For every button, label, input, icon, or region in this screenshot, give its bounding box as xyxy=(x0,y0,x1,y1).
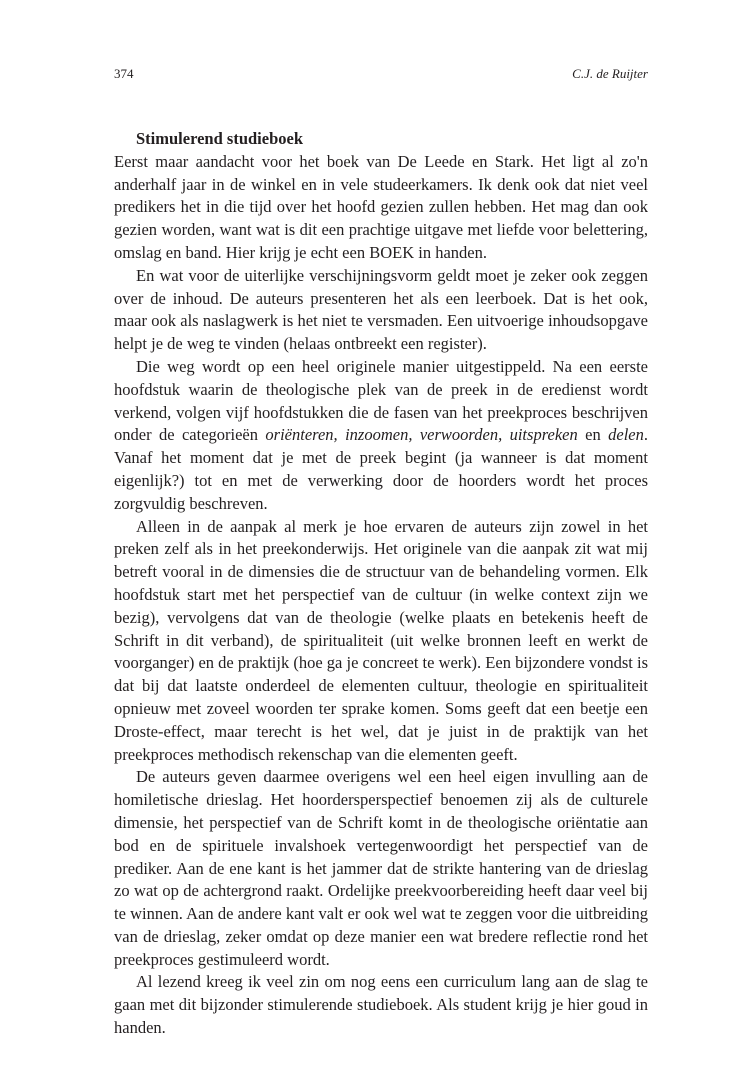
paragraph-1: Eerst maar aandacht voor het boek van De Leede en Stark. Het ligt al zo'n anderhalf jaar in de winkel en in vele studeerkamers. Ik denk ook dat niet veel predikers het in die tijd over het hoofd gezien zullen hebben. Het mag dan ook gezien worden, want wat is dit een prachtige uitgave met liefde voor belettering, omslag en band. Hier krijg je echt een BOEK in handen. xyxy=(114,151,648,262)
running-header xyxy=(114,64,648,84)
paragraph-3-text-a: Die weg wordt op een heel originele manier uitgestippeld. Na een eerste hoofdstuk waarin de theologische plek van de preek in de eredienst wordt verkend, volgen vijf hoofdstukken die de fasen van het preekproces beschrijven onder de categorieën xyxy=(114,356,648,445)
paragraph-5: De auteurs geven daarmee overigens wel een heel eigen invulling aan de homiletische drieslag. Het hoordersperspectief benoemen zij als de culturele dimensie, het perspectief van de Schrift komt in de theologische oriëntatie aan bod en de spirituele invalshoek vertegenwoordigt het perspectief van de prediker. Aan de ene kant is het jammer dat de strikte hantering van de drieslag zo wat op de achtergrond raakt. Ordelijke preekvoorbereiding heeft daar veel bij te winnen. Aan de andere kant valt er ook wel wat te zeggen voor die uitbreiding van de drieslag, zeker omdat op deze manier een wat bredere reflectie rond het preekproces gestimuleerd wordt. xyxy=(114,767,648,969)
section-heading: Stimulerend studieboek xyxy=(136,129,304,148)
paragraph-3-italic-categories: oriënteren, inzoomen, verwoorden, uitspreken xyxy=(265,425,578,445)
page-number: 374 xyxy=(114,66,134,81)
paragraph-3-italic-delen: delen xyxy=(608,425,644,445)
paragraph-3-text-b: en xyxy=(577,425,609,445)
running-header-author: C.J. de Ruijter xyxy=(572,66,648,81)
body-text xyxy=(114,128,648,1040)
paragraph-3 xyxy=(114,356,648,516)
paragraph-4: Alleen in de aanpak al merk je hoe ervaren de auteurs zijn zowel in het preken zelf als in het preekonderwijs. Het originele van die aanpak zit wat mij betreft vooral in de dimensies die de structuur van de behandeling vormen. Elk hoofdstuk start met het perspectief van de cultuur (in welke context zijn we bezig), vervolgens dat van de theologie (welke plaats en betekenis heeft de Schrift in dit verband), de spiritualiteit (uit welke bronnen leeft en werkt de voorganger) en de praktijk (hoe ga je concreet te werk). Een bijzondere vondst is dat bij dat laatste onderdeel de elementen cultuur, theologie en spiritualiteit opnieuw met zoveel woorden ter sprake komen. Soms geeft dat een beetje een Droste-effect, maar terecht is het wel, dat je juist in de praktijk van het preekproces methodisch rekenschap van die elementen geeft. xyxy=(114,516,648,764)
paragraph-3-text-c: . Vanaf het moment dat je met de preek begint (ja wanneer is dat moment eigenlijk?) tot en met de verwerking door de hoorders wordt het proces zorgvuldig beschreven. xyxy=(114,425,648,513)
paragraph-6: Al lezend kreeg ik veel zin om nog eens een curriculum lang aan de slag te gaan met dit bijzonder stimulerende studieboek. Als student krijg je hier goud in handen. xyxy=(114,972,648,1038)
paragraph-2: En wat voor de uiterlijke verschijningsvorm geldt moet je zeker ook zeggen over de inhoud. De auteurs presenteren het als een leerboek. Dat is het ook, maar ook als naslagwerk is het niet te versmaden. Een uitvoerige inhoudsopgave helpt je de weg te vinden (helaas ontbreekt een register). xyxy=(114,265,648,354)
